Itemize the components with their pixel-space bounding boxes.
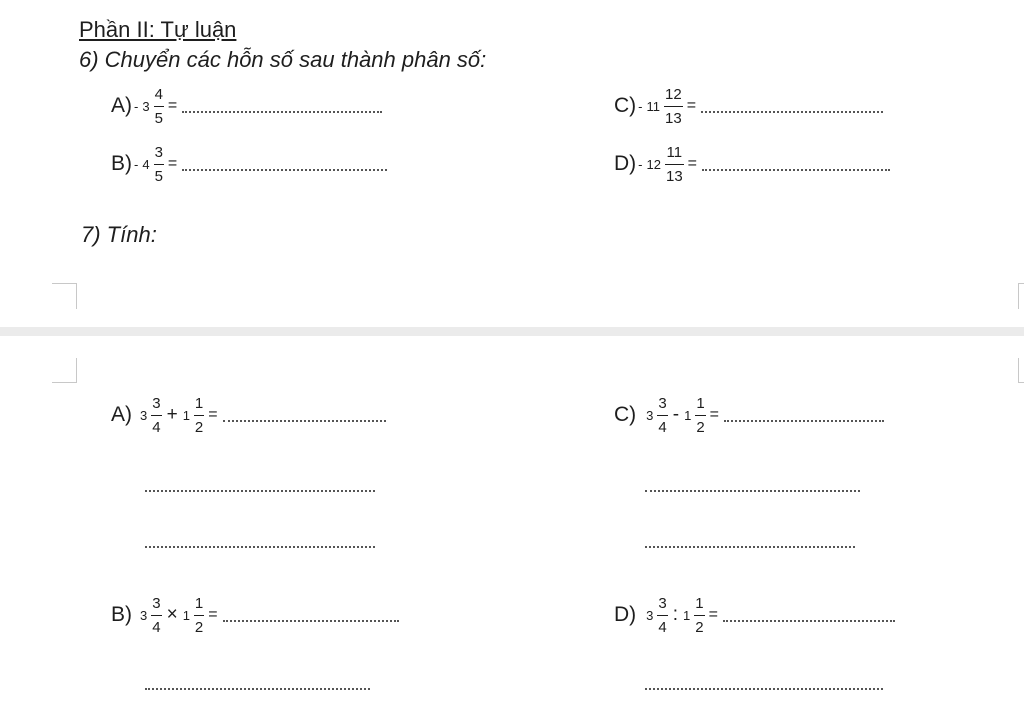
fraction-bar — [194, 415, 204, 416]
operator: : — [672, 604, 679, 625]
item-label: C) — [614, 94, 637, 117]
equals-sign: = — [709, 406, 719, 423]
equals-sign: = — [687, 155, 698, 172]
item-label: B) — [111, 603, 132, 626]
equals-sign: = — [167, 97, 178, 114]
denominator: 2 — [696, 418, 705, 436]
fraction — [151, 396, 161, 435]
q7-item-b — [111, 587, 399, 643]
denominator: 4 — [152, 418, 161, 436]
whole-part: 3 — [140, 407, 148, 423]
denominator: 2 — [695, 618, 704, 636]
numerator: 3 — [152, 394, 161, 412]
q6-item-c — [614, 78, 883, 134]
sign: - — [638, 156, 643, 172]
equals-sign: = — [167, 155, 178, 172]
item-label: A) — [111, 403, 132, 426]
denominator: 2 — [194, 618, 204, 636]
fraction-bar — [154, 106, 164, 107]
denominator: 13 — [665, 109, 682, 127]
operator: + — [166, 404, 178, 425]
fraction — [194, 396, 204, 435]
numerator: 3 — [658, 594, 667, 612]
fraction — [694, 596, 704, 635]
whole-part: 11 — [646, 98, 661, 114]
numerator: 12 — [665, 85, 682, 103]
whole-part: 1 — [683, 607, 691, 623]
numerator: 3 — [658, 394, 667, 412]
q6-item-b — [111, 136, 387, 192]
fraction-bar — [151, 615, 161, 616]
whole-part: 1 — [182, 607, 190, 623]
answer-line[interactable] — [182, 109, 382, 113]
fraction-bar — [664, 106, 683, 107]
whole-part: 12 — [646, 156, 661, 172]
fraction-bar — [694, 615, 704, 616]
denominator: 4 — [658, 418, 667, 436]
fraction — [657, 596, 667, 635]
page-corner-mark — [1018, 358, 1024, 383]
fraction — [154, 87, 164, 126]
q7-item-d — [614, 587, 895, 643]
fraction-bar — [657, 415, 667, 416]
denominator: 5 — [154, 167, 163, 185]
answer-line[interactable] — [723, 618, 895, 622]
question-7-title: 7) Tính: — [81, 222, 157, 247]
question-6-title: 6) Chuyển các hỗn số sau thành phân số: — [79, 47, 487, 72]
fraction — [695, 396, 705, 435]
whole-part: 3 — [646, 407, 654, 423]
item-label: C) — [614, 403, 637, 426]
q6-item-d — [614, 136, 890, 192]
equals-sign: = — [208, 406, 218, 423]
answer-line[interactable] — [145, 544, 375, 548]
answer-line[interactable] — [223, 618, 399, 622]
fraction-bar — [194, 615, 204, 616]
answer-line[interactable] — [701, 109, 883, 113]
sign: - — [638, 98, 643, 114]
equals-sign: = — [208, 606, 218, 623]
answer-line[interactable] — [645, 544, 855, 548]
whole-part: 1 — [182, 407, 190, 423]
fraction — [151, 596, 161, 635]
whole-part: 3 — [142, 98, 150, 114]
denominator: 13 — [665, 167, 683, 185]
fraction-bar — [154, 164, 164, 165]
page-corner-mark — [52, 283, 77, 309]
equals-sign: = — [686, 97, 697, 114]
fraction — [657, 396, 667, 435]
q7-item-c — [614, 387, 884, 443]
denominator: 2 — [194, 418, 204, 436]
item-label: D) — [614, 603, 637, 626]
numerator: 11 — [666, 143, 683, 161]
answer-line[interactable] — [223, 418, 386, 422]
item-label: D) — [614, 152, 637, 175]
numerator: 1 — [695, 594, 704, 612]
whole-part: 3 — [646, 607, 654, 623]
answer-line[interactable] — [145, 686, 370, 690]
fraction-bar — [657, 615, 667, 616]
denominator: 4 — [152, 618, 161, 636]
fraction — [664, 87, 683, 126]
answer-line[interactable] — [145, 488, 375, 492]
fraction — [665, 145, 684, 184]
answer-line[interactable] — [645, 686, 883, 690]
page-corner-mark — [52, 358, 77, 383]
denominator: 5 — [154, 109, 163, 127]
answer-line[interactable] — [182, 167, 387, 171]
sign: - — [134, 98, 139, 114]
section-title: Phần II: Tự luận — [79, 17, 237, 42]
sign: - — [134, 156, 139, 172]
numerator: 1 — [194, 394, 204, 412]
answer-line[interactable] — [702, 167, 890, 171]
fraction — [194, 596, 204, 635]
page-break — [0, 327, 1024, 336]
numerator: 4 — [154, 85, 163, 103]
item-label: B) — [111, 152, 132, 175]
answer-line[interactable] — [724, 418, 884, 422]
item-label: A) — [111, 94, 132, 117]
whole-part: 1 — [684, 407, 692, 423]
q6-item-a — [111, 78, 382, 134]
numerator: 1 — [696, 394, 705, 412]
whole-part: 3 — [140, 607, 148, 623]
numerator: 3 — [154, 143, 163, 161]
page-corner-mark — [1018, 283, 1024, 309]
operator: - — [672, 404, 680, 425]
equals-sign: = — [708, 606, 718, 623]
numerator: 3 — [152, 594, 161, 612]
operator: × — [166, 604, 178, 625]
answer-line[interactable] — [645, 488, 860, 492]
fraction-bar — [695, 415, 705, 416]
denominator: 4 — [658, 618, 667, 636]
q7-item-a — [111, 387, 386, 443]
fraction — [154, 145, 164, 184]
fraction-bar — [665, 164, 684, 165]
numerator: 1 — [194, 594, 204, 612]
whole-part: 4 — [142, 156, 150, 172]
fraction-bar — [151, 415, 161, 416]
